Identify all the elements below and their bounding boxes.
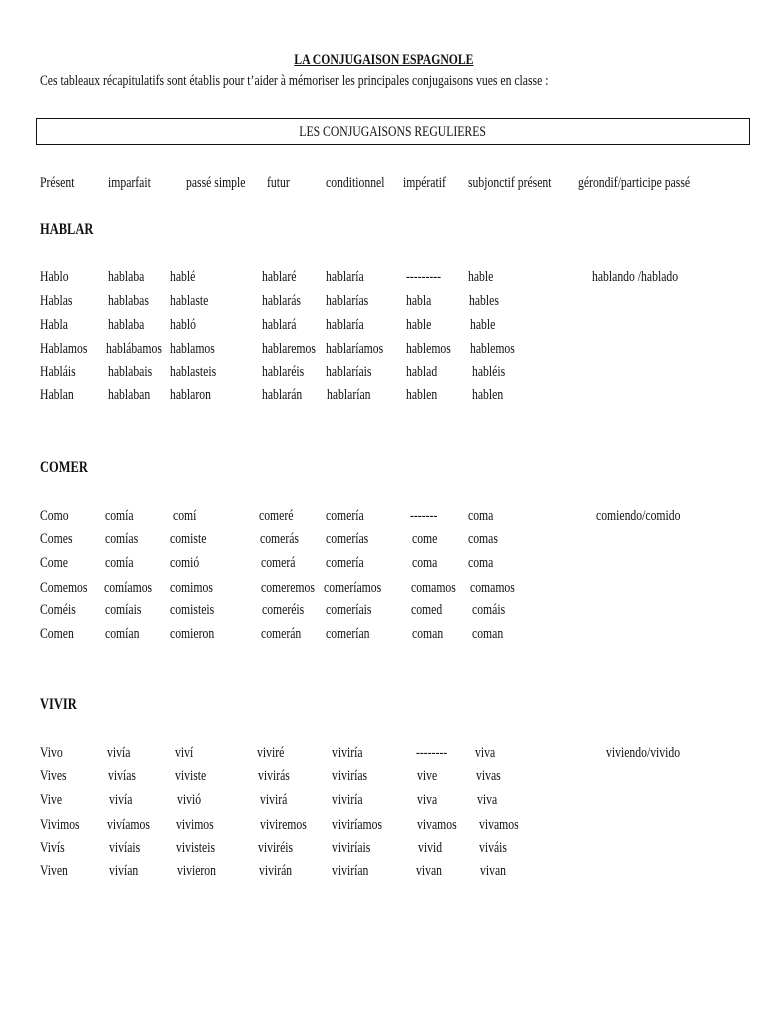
conjugation-cell: hablasteis xyxy=(170,364,217,380)
conjugation-cell: habló xyxy=(170,317,196,333)
conjugation-cell: comáis xyxy=(472,602,506,618)
conjugation-cell: hablarán xyxy=(262,387,303,403)
conjugation-cell: vivas xyxy=(476,768,501,784)
conjugation-cell: viviríamos xyxy=(332,817,383,833)
conjugation-cell: comí xyxy=(173,508,197,524)
conjugation-cell: comerías xyxy=(326,531,369,547)
section-title-text: LES CONJUGAISONS REGULIERES xyxy=(299,124,487,140)
conjugation-cell: comeréis xyxy=(262,602,305,618)
conjugation-cell: coman xyxy=(412,626,444,642)
conjugation-cell: Comes xyxy=(40,531,73,547)
conjugation-cell: vivan xyxy=(416,863,442,879)
conjugation-cell: vivieron xyxy=(177,863,216,879)
conjugation-cell: Comemos xyxy=(40,580,88,596)
conjugation-cell: viviré xyxy=(257,745,285,761)
conjugation-cell: Vivo xyxy=(40,745,63,761)
conjugation-cell: viviendo/vivido xyxy=(606,745,681,761)
conjugation-cell: hablaré xyxy=(262,269,297,285)
conjugation-cell: hablemos xyxy=(470,341,515,357)
column-header: passé simple xyxy=(186,175,246,191)
conjugation-cell: comió xyxy=(170,555,200,571)
column-header: subjonctif présent xyxy=(468,175,552,191)
conjugation-cell: comía xyxy=(105,555,134,571)
conjugation-cell: coma xyxy=(468,508,494,524)
conjugation-cell: vivid xyxy=(418,840,443,856)
section-title-box xyxy=(36,118,750,145)
conjugation-cell: coma xyxy=(412,555,438,571)
conjugation-cell: hablen xyxy=(472,387,504,403)
conjugation-cell: comed xyxy=(411,602,443,618)
conjugation-cell: vivías xyxy=(108,768,136,784)
conjugation-cell: comería xyxy=(326,555,364,571)
conjugation-cell: comimos xyxy=(170,580,213,596)
conjugation-cell: vivisteis xyxy=(176,840,216,856)
conjugation-cell: coma xyxy=(468,555,494,571)
conjugation-cell: viviremos xyxy=(260,817,307,833)
verb-heading: HABLAR xyxy=(40,221,94,238)
conjugation-cell: hablamos xyxy=(170,341,215,357)
conjugation-cell: hablaremos xyxy=(262,341,316,357)
verb-heading: COMER xyxy=(40,459,88,476)
column-header: futur xyxy=(267,175,290,191)
conjugation-cell: coman xyxy=(472,626,504,642)
conjugation-cell: hablemos xyxy=(406,341,451,357)
conjugation-cell: Vives xyxy=(40,768,67,784)
conjugation-cell: comiendo/comido xyxy=(596,508,681,524)
section-title xyxy=(37,123,749,141)
conjugation-cell: hable xyxy=(468,269,494,285)
conjugation-cell: hablabais xyxy=(108,364,153,380)
conjugation-cell: comería xyxy=(326,508,364,524)
conjugation-cell: comeríamos xyxy=(324,580,382,596)
conjugation-cell: -------- xyxy=(416,745,448,761)
conjugation-cell: --------- xyxy=(406,269,442,285)
conjugation-cell: vivirá xyxy=(260,792,288,808)
conjugation-cell: vivíamos xyxy=(107,817,150,833)
conjugation-cell: vivirán xyxy=(259,863,293,879)
conjugation-cell: hablabas xyxy=(108,293,149,309)
conjugation-cell: comías xyxy=(105,531,139,547)
conjugation-cell: comiste xyxy=(170,531,207,547)
conjugation-cell: vivamos xyxy=(479,817,519,833)
conjugation-cell: habla xyxy=(406,293,432,309)
conjugation-cell: comerían xyxy=(326,626,370,642)
conjugation-cell: comerá xyxy=(261,555,296,571)
conjugation-cell: hablando /hablado xyxy=(592,269,679,285)
conjugation-cell: hables xyxy=(469,293,499,309)
conjugation-cell: hablaríamos xyxy=(326,341,384,357)
document-title xyxy=(0,51,768,69)
conjugation-cell: viví xyxy=(175,745,194,761)
verb-heading: VIVIR xyxy=(40,696,77,713)
conjugation-cell: vivían xyxy=(109,863,139,879)
conjugation-cell: hablé xyxy=(170,269,196,285)
conjugation-cell: vivan xyxy=(480,863,506,879)
conjugation-cell: comían xyxy=(105,626,140,642)
conjugation-cell: comía xyxy=(105,508,134,524)
column-header: conditionnel xyxy=(326,175,385,191)
conjugation-cell: Habla xyxy=(40,317,68,333)
conjugation-cell: comas xyxy=(468,531,498,547)
conjugation-cell: viviría xyxy=(332,745,363,761)
conjugation-cell: comíamos xyxy=(104,580,153,596)
conjugation-cell: hablarás xyxy=(262,293,301,309)
conjugation-cell: Comen xyxy=(40,626,74,642)
conjugation-cell: comieron xyxy=(170,626,215,642)
conjugation-cell: vivía xyxy=(107,745,131,761)
conjugation-cell: viviréis xyxy=(258,840,294,856)
conjugation-cell: comeremos xyxy=(261,580,315,596)
conjugation-cell: Hablan xyxy=(40,387,74,403)
conjugation-cell: hablaste xyxy=(170,293,209,309)
conjugation-cell: come xyxy=(412,531,438,547)
conjugation-cell: hablábamos xyxy=(106,341,162,357)
conjugation-cell: Hablas xyxy=(40,293,73,309)
conjugation-cell: Coméis xyxy=(40,602,76,618)
conjugation-cell: vivamos xyxy=(417,817,457,833)
conjugation-cell: hablaría xyxy=(326,317,364,333)
conjugation-cell: Vive xyxy=(40,792,63,808)
conjugation-cell: vivirías xyxy=(332,768,368,784)
conjugation-cell: vivíais xyxy=(109,840,141,856)
conjugation-cell: hablaría xyxy=(326,269,364,285)
conjugation-cell: Vivimos xyxy=(40,817,80,833)
conjugation-cell: ------- xyxy=(410,508,438,524)
conjugation-cell: viviríais xyxy=(332,840,371,856)
conjugation-cell: hablaríais xyxy=(326,364,372,380)
conjugation-cell: hablaba xyxy=(108,317,145,333)
conjugation-cell: hablad xyxy=(406,364,438,380)
conjugation-cell: comerán xyxy=(261,626,302,642)
conjugation-cell: comamos xyxy=(411,580,456,596)
conjugation-cell: comamos xyxy=(470,580,515,596)
column-header: imparfait xyxy=(108,175,151,191)
conjugation-cell: viva xyxy=(477,792,498,808)
conjugation-cell: comeré xyxy=(259,508,294,524)
conjugation-cell: hablaban xyxy=(108,387,151,403)
conjugation-cell: hable xyxy=(470,317,496,333)
conjugation-cell: Como xyxy=(40,508,69,524)
conjugation-cell: hablaron xyxy=(170,387,211,403)
conjugation-cell: vive xyxy=(417,768,438,784)
conjugation-cell: Hablamos xyxy=(40,341,88,357)
conjugation-cell: comerás xyxy=(260,531,299,547)
conjugation-cell: viva xyxy=(475,745,496,761)
conjugation-cell: hable xyxy=(406,317,432,333)
conjugation-cell: Habláis xyxy=(40,364,76,380)
column-header: impératif xyxy=(403,175,446,191)
conjugation-cell: hablarían xyxy=(327,387,371,403)
conjugation-cell: hablaréis xyxy=(262,364,305,380)
conjugation-cell: hablará xyxy=(262,317,297,333)
conjugation-cell: habléis xyxy=(472,364,506,380)
conjugation-cell: viváis xyxy=(479,840,507,856)
column-header: gérondif/participe passé xyxy=(578,175,691,191)
conjugation-cell: Vivís xyxy=(40,840,65,856)
conjugation-cell: vivió xyxy=(177,792,202,808)
conjugation-cell: vivirían xyxy=(332,863,369,879)
conjugation-cell: comisteis xyxy=(170,602,215,618)
conjugation-cell: Hablo xyxy=(40,269,69,285)
conjugation-cell: Come xyxy=(40,555,68,571)
document-title-text: LA CONJUGAISON ESPAGNOLE xyxy=(294,52,474,68)
conjugation-cell: hablen xyxy=(406,387,438,403)
conjugation-cell: vivirás xyxy=(258,768,290,784)
conjugation-cell: viviste xyxy=(175,768,207,784)
conjugation-cell: viva xyxy=(417,792,438,808)
conjugation-cell: hablaba xyxy=(108,269,145,285)
conjugation-cell: comíais xyxy=(105,602,142,618)
conjugation-cell: Viven xyxy=(40,863,68,879)
conjugation-cell: hablarías xyxy=(326,293,369,309)
column-header: Présent xyxy=(40,175,75,191)
conjugation-cell: viviría xyxy=(332,792,363,808)
intro-paragraph: Ces tableaux récapitulatifs sont établis pour t’aider à mémoriser les principales conjugaisons vues en classe : xyxy=(40,73,549,89)
conjugation-cell: vivimos xyxy=(176,817,214,833)
conjugation-cell: comeríais xyxy=(326,602,372,618)
conjugation-cell: vivía xyxy=(109,792,133,808)
